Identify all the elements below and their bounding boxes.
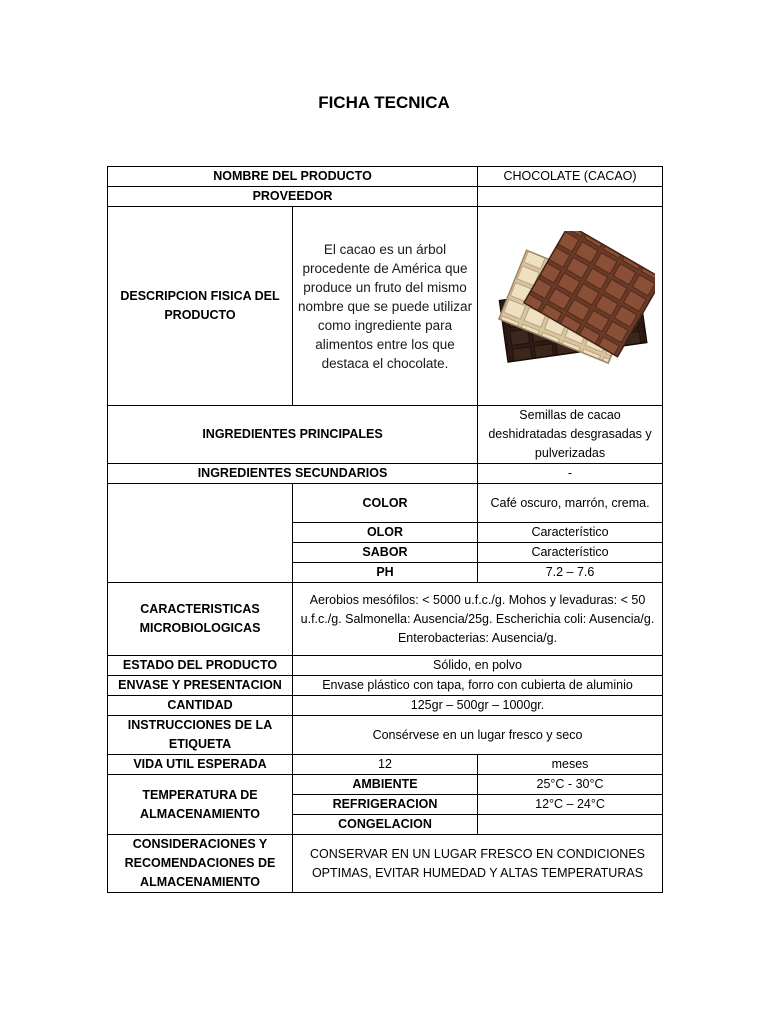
product-name-label: NOMBRE DEL PRODUCTO — [108, 167, 478, 187]
odor-label: OLOR — [293, 523, 478, 543]
ph-label: PH — [293, 563, 478, 583]
page-title: FICHA TECNICA — [318, 93, 450, 112]
storage-temperature-label: TEMPERATURA DE ALMACENAMIENTO — [108, 775, 293, 835]
table-row — [108, 775, 663, 795]
packaging-label: ENVASE Y PRESENTACION — [108, 676, 293, 696]
spec-table — [107, 166, 663, 893]
refrigeration-value: 12°C – 24°C — [478, 795, 663, 815]
table-row — [108, 167, 663, 187]
refrigeration-label: REFRIGERACION — [293, 795, 478, 815]
product-state-label: ESTADO DEL PRODUCTO — [108, 656, 293, 676]
shelf-life-value: 12 — [293, 755, 478, 775]
label-instructions-value: Consérvese en un lugar fresco y seco — [293, 716, 663, 755]
table-row — [108, 583, 663, 656]
main-ingredients-value: Semillas de cacao deshidratadas desgrasadas y pulverizadas — [478, 406, 663, 464]
supplier-label: PROVEEDOR — [108, 187, 478, 207]
quantity-value: 125gr – 500gr – 1000gr. — [293, 696, 663, 716]
physical-description-label: DESCRIPCION FISICA DEL PRODUCTO — [108, 207, 293, 406]
freezing-value — [478, 815, 663, 835]
table-row — [108, 656, 663, 676]
color-value: Café oscuro, marrón, crema. — [478, 484, 663, 523]
table-row — [108, 187, 663, 207]
flavor-label: SABOR — [293, 543, 478, 563]
table-row — [108, 696, 663, 716]
main-ingredients-label: INGREDIENTES PRINCIPALES — [108, 406, 478, 464]
storage-recommendations-value: CONSERVAR EN UN LUGAR FRESCO EN CONDICIONES OPTIMAS, EVITAR HUMEDAD Y ALTAS TEMPERATURAS — [293, 835, 663, 893]
secondary-ingredients-label: INGREDIENTES SECUNDARIOS — [108, 464, 478, 484]
product-name-value: CHOCOLATE (CACAO) — [478, 167, 663, 187]
ambient-value: 25°C - 30°C — [478, 775, 663, 795]
physical-description-text: El cacao es un árbol procedente de América que produce un fruto del mismo nombre que se puede utilizar como ingrediente para alimentos entre los que destaca el chocolate. — [293, 207, 478, 406]
table-row — [108, 484, 663, 523]
organoleptic-blank-cell — [108, 484, 293, 583]
table-row — [108, 207, 663, 406]
table-row — [108, 464, 663, 484]
table-row — [108, 755, 663, 775]
ph-value: 7.2 – 7.6 — [478, 563, 663, 583]
storage-recommendations-label: CONSIDERACIONES Y RECOMENDACIONES DE ALMACENAMIENTO — [108, 835, 293, 893]
packaging-value: Envase plástico con tapa, forro con cubierta de aluminio — [293, 676, 663, 696]
shelf-life-unit: meses — [478, 755, 663, 775]
odor-value: Característico — [478, 523, 663, 543]
table-row — [108, 835, 663, 893]
table-row — [108, 406, 663, 464]
table-row — [108, 716, 663, 755]
shelf-life-label: VIDA UTIL ESPERADA — [108, 755, 293, 775]
microbiological-label: CARACTERISTICAS MICROBIOLOGICAS — [108, 583, 293, 656]
microbiological-value: Aerobios mesófilos: < 5000 u.f.c./g. Mohos y levaduras: < 50 u.f.c./g. Salmonella: Ausencia/25g. Escherichia coli: Ausencia/g. Enterobacterias: Ausencia/g. — [293, 583, 663, 656]
flavor-value: Característico — [478, 543, 663, 563]
table-row — [108, 676, 663, 696]
chocolate-bars-icon — [485, 231, 655, 381]
product-state-value: Sólido, en polvo — [293, 656, 663, 676]
chocolate-bars-image — [478, 207, 663, 406]
color-label: COLOR — [293, 484, 478, 523]
freezing-label: CONGELACION — [293, 815, 478, 835]
label-instructions-label: INSTRUCCIONES DE LA ETIQUETA — [108, 716, 293, 755]
ambient-label: AMBIENTE — [293, 775, 478, 795]
secondary-ingredients-value: - — [478, 464, 663, 484]
quantity-label: CANTIDAD — [108, 696, 293, 716]
supplier-value — [478, 187, 663, 207]
